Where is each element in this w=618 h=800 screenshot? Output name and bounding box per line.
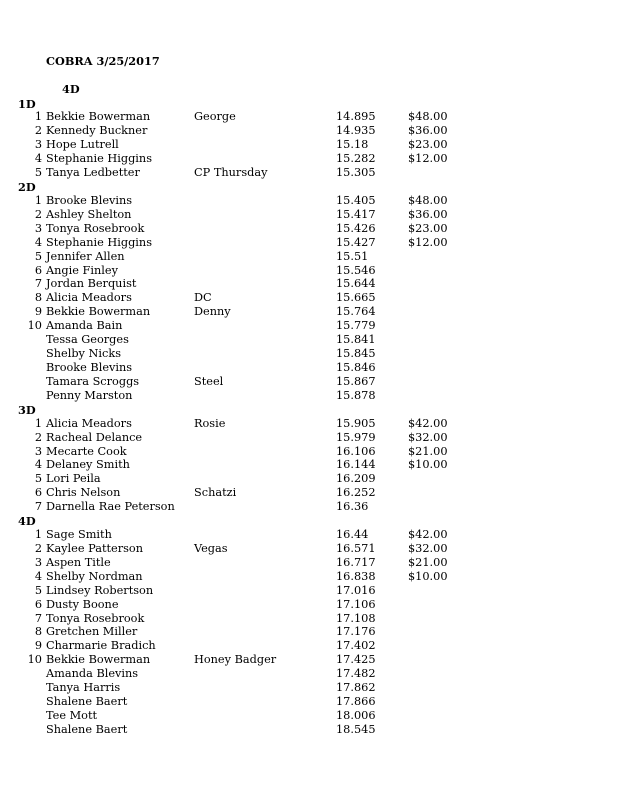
- run-time: 15.665: [336, 291, 376, 305]
- payout-amount: $23.00: [408, 138, 448, 152]
- rider-name: Tonya Rosebrook: [46, 221, 145, 235]
- place-number: 7: [34, 277, 42, 291]
- rider-name: Hope Lutrell: [46, 138, 119, 152]
- payout-amount: $32.00: [408, 430, 448, 444]
- rider-name: Brooke Blevins: [46, 360, 133, 374]
- result-row: [0, 417, 618, 431]
- run-time: 15.846: [336, 360, 376, 374]
- run-time: 15.305: [336, 166, 376, 180]
- result-row: [0, 584, 618, 598]
- place-number: 1: [34, 110, 42, 124]
- result-row: [0, 361, 618, 375]
- run-time: 18.006: [336, 708, 376, 722]
- rider-name: Bekkie Bowerman: [46, 305, 151, 319]
- rider-name: Alicia Meadors: [46, 291, 132, 305]
- rider-name: Bekkie Bowerman: [46, 110, 151, 124]
- place-number: 2: [34, 430, 42, 444]
- rider-name: Mecarte Cook: [46, 444, 127, 458]
- result-row: [0, 500, 618, 514]
- result-row: [0, 291, 618, 305]
- run-time: 15.867: [336, 374, 376, 388]
- run-time: 15.905: [336, 416, 376, 430]
- place-number: 10: [27, 319, 42, 333]
- payout-amount: $36.00: [408, 124, 448, 138]
- horse-name: CP Thursday: [194, 166, 268, 180]
- place-number: 3: [34, 555, 42, 569]
- result-row: [0, 723, 618, 737]
- rider-name: Stephanie Higgins: [46, 152, 152, 166]
- horse-name: Schatzi: [194, 486, 237, 500]
- horse-name: Honey Badger: [194, 653, 277, 667]
- page-subtitle: 4D: [62, 82, 80, 96]
- place-number: 5: [34, 472, 42, 486]
- place-number: 1: [34, 416, 42, 430]
- run-time: 17.106: [336, 597, 376, 611]
- place-number: 9: [34, 639, 42, 653]
- run-time: 17.866: [336, 695, 376, 709]
- result-row: [0, 305, 618, 319]
- result-row: [0, 556, 618, 570]
- rider-name: Stephanie Higgins: [46, 235, 152, 249]
- payout-amount: $32.00: [408, 541, 448, 555]
- page-title: COBRA 3/25/2017: [46, 54, 160, 68]
- run-time: 17.108: [336, 611, 376, 625]
- result-row: [0, 375, 618, 389]
- rider-name: Gretchen Miller: [46, 625, 138, 639]
- rider-name: Tessa Georges: [46, 333, 129, 347]
- result-row: [0, 110, 618, 124]
- rider-name: Aspen Title: [46, 555, 111, 569]
- result-row: [0, 208, 618, 222]
- run-time: 15.417: [336, 207, 376, 221]
- run-time: 16.571: [336, 541, 376, 555]
- rider-name: Shalene Baert: [46, 695, 128, 709]
- result-row: [0, 222, 618, 236]
- result-row: [0, 347, 618, 361]
- result-row: [0, 264, 618, 278]
- rider-name: Tee Mott: [46, 708, 98, 722]
- result-row: [0, 124, 618, 138]
- result-row: [0, 486, 618, 500]
- payout-amount: $21.00: [408, 555, 448, 569]
- run-time: 15.878: [336, 388, 376, 402]
- rider-name: Shelby Nordman: [46, 569, 143, 583]
- result-row: [0, 472, 618, 486]
- horse-name: Steel: [194, 374, 224, 388]
- run-time: 16.252: [336, 486, 376, 500]
- rider-name: Delaney Smith: [46, 458, 130, 472]
- place-number: 6: [34, 597, 42, 611]
- result-row: [0, 570, 618, 584]
- result-row: [0, 598, 618, 612]
- run-time: 17.862: [336, 681, 376, 695]
- run-time: 18.545: [336, 722, 376, 736]
- rider-name: Tonya Rosebrook: [46, 611, 145, 625]
- result-row: [0, 389, 618, 403]
- place-number: 9: [34, 305, 42, 319]
- payout-amount: $10.00: [408, 458, 448, 472]
- run-time: 17.016: [336, 583, 376, 597]
- rider-name: Amanda Blevins: [46, 667, 139, 681]
- place-number: 1: [34, 528, 42, 542]
- rider-name: Sage Smith: [46, 528, 112, 542]
- division-heading: 1D: [18, 96, 36, 111]
- rider-name: Amanda Bain: [46, 319, 123, 333]
- payout-amount: $48.00: [408, 110, 448, 124]
- place-number: 2: [34, 124, 42, 138]
- run-time: 16.36: [336, 500, 369, 514]
- place-number: 2: [34, 541, 42, 555]
- run-time: 15.845: [336, 347, 376, 361]
- division-heading: 2D: [18, 180, 36, 195]
- run-time: 15.405: [336, 193, 376, 207]
- result-row: [0, 612, 618, 626]
- run-time: 17.482: [336, 667, 376, 681]
- horse-name: DC: [194, 291, 212, 305]
- rider-name: Charmarie Bradich: [46, 639, 156, 653]
- horse-name: George: [194, 110, 236, 124]
- rider-name: Kaylee Patterson: [46, 541, 143, 555]
- result-row: [0, 431, 618, 445]
- result-row: [0, 236, 618, 250]
- division-heading: 3D: [18, 402, 36, 417]
- run-time: 14.895: [336, 110, 376, 124]
- place-number: 4: [34, 235, 42, 249]
- result-row: [0, 333, 618, 347]
- run-time: 15.546: [336, 263, 376, 277]
- result-row: [0, 166, 618, 180]
- payout-amount: $42.00: [408, 416, 448, 430]
- result-row: [0, 138, 618, 152]
- result-row: [0, 681, 618, 695]
- rider-name: Chris Nelson: [46, 486, 121, 500]
- place-number: 4: [34, 569, 42, 583]
- place-number: 7: [34, 500, 42, 514]
- rider-name: Bekkie Bowerman: [46, 653, 151, 667]
- result-row: [0, 445, 618, 459]
- rider-name: Lindsey Robertson: [46, 583, 154, 597]
- rider-name: Darnella Rae Peterson: [46, 500, 175, 514]
- run-time: 16.106: [336, 444, 376, 458]
- run-time: 16.209: [336, 472, 376, 486]
- payout-amount: $12.00: [408, 152, 448, 166]
- place-number: 8: [34, 625, 42, 639]
- place-number: 1: [34, 193, 42, 207]
- run-time: 17.425: [336, 653, 376, 667]
- rider-name: Penny Marston: [46, 388, 133, 402]
- result-row: [0, 653, 618, 667]
- run-time: 17.176: [336, 625, 376, 639]
- run-time: 15.51: [336, 249, 369, 263]
- place-number: 7: [34, 611, 42, 625]
- payout-amount: $42.00: [408, 528, 448, 542]
- place-number: 5: [34, 249, 42, 263]
- result-row: [0, 695, 618, 709]
- rider-name: Tamara Scroggs: [46, 374, 140, 388]
- result-row: [0, 542, 618, 556]
- payout-amount: $48.00: [408, 193, 448, 207]
- run-time: 16.838: [336, 569, 376, 583]
- rider-name: Ashley Shelton: [46, 207, 132, 221]
- rider-name: Lori Peila: [46, 472, 101, 486]
- rider-name: Brooke Blevins: [46, 193, 133, 207]
- horse-name: Denny: [194, 305, 231, 319]
- result-row: [0, 194, 618, 208]
- run-time: 15.779: [336, 319, 376, 333]
- place-number: 4: [34, 458, 42, 472]
- result-row: [0, 625, 618, 639]
- result-row: [0, 639, 618, 653]
- payout-amount: $36.00: [408, 207, 448, 221]
- rider-name: Jordan Berquist: [46, 277, 137, 291]
- place-number: 2: [34, 207, 42, 221]
- rider-name: Shelby Nicks: [46, 347, 121, 361]
- run-time: 15.644: [336, 277, 376, 291]
- rider-name: Angie Finley: [46, 263, 118, 277]
- place-number: 6: [34, 263, 42, 277]
- place-number: 3: [34, 444, 42, 458]
- rider-name: Kennedy Buckner: [46, 124, 148, 138]
- division-heading: 4D: [18, 514, 36, 529]
- horse-name: Vegas: [194, 541, 228, 555]
- run-time: 15.764: [336, 305, 376, 319]
- run-time: 15.282: [336, 152, 376, 166]
- horse-name: Rosie: [194, 416, 226, 430]
- result-row: [0, 319, 618, 333]
- rider-name: Shalene Baert: [46, 722, 128, 736]
- rider-name: Jennifer Allen: [46, 249, 125, 263]
- rider-name: Tanya Harris: [46, 681, 121, 695]
- result-row: [0, 709, 618, 723]
- run-time: 16.44: [336, 528, 369, 542]
- result-row: [0, 458, 618, 472]
- payout-amount: $10.00: [408, 569, 448, 583]
- result-row: [0, 277, 618, 291]
- payout-amount: $21.00: [408, 444, 448, 458]
- rider-name: Tanya Ledbetter: [46, 166, 140, 180]
- place-number: 5: [34, 166, 42, 180]
- place-number: 3: [34, 221, 42, 235]
- run-time: 15.18: [336, 138, 369, 152]
- run-time: 15.427: [336, 235, 376, 249]
- place-number: 3: [34, 138, 42, 152]
- place-number: 10: [27, 653, 42, 667]
- place-number: 6: [34, 486, 42, 500]
- run-time: 15.841: [336, 333, 376, 347]
- run-time: 15.979: [336, 430, 376, 444]
- result-row: [0, 152, 618, 166]
- result-row: [0, 528, 618, 542]
- run-time: 16.717: [336, 555, 376, 569]
- place-number: 8: [34, 291, 42, 305]
- rider-name: Dusty Boone: [46, 597, 119, 611]
- payout-amount: $23.00: [408, 221, 448, 235]
- place-number: 4: [34, 152, 42, 166]
- run-time: 16.144: [336, 458, 376, 472]
- place-number: 5: [34, 583, 42, 597]
- run-time: 14.935: [336, 124, 376, 138]
- run-time: 15.426: [336, 221, 376, 235]
- result-row: [0, 250, 618, 264]
- run-time: 17.402: [336, 639, 376, 653]
- result-row: [0, 667, 618, 681]
- rider-name: Alicia Meadors: [46, 416, 132, 430]
- rider-name: Racheal Delance: [46, 430, 143, 444]
- payout-amount: $12.00: [408, 235, 448, 249]
